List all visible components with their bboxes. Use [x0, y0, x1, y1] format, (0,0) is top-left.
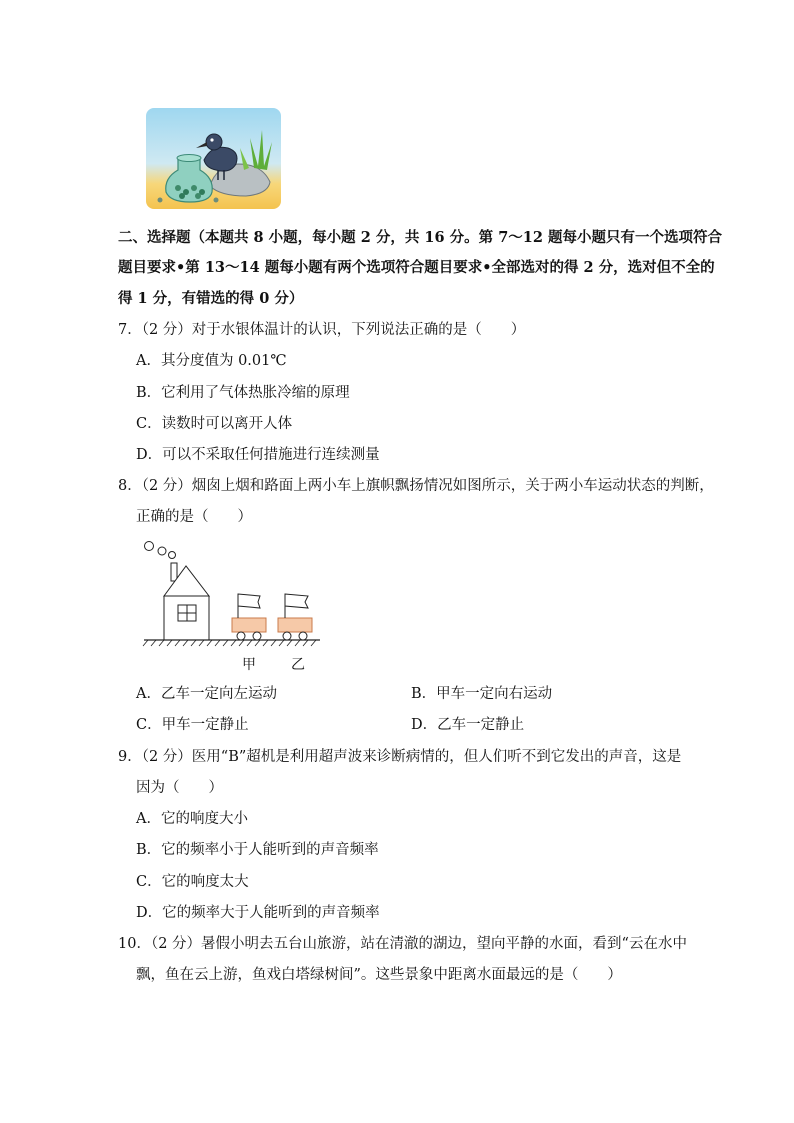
q8-stem-line-1: 8．（2 分）烟囱上烟和路面上两小车上旗帜飘扬情况如图所示，关于两小车运动状态的判断， — [118, 478, 714, 494]
car-b-label: 乙 — [291, 657, 305, 673]
q9-option-d: D．它的频率大于人能听到的声音频率 — [136, 905, 380, 921]
q7-option-b: B．它利用了气体热胀冷缩的原理 — [136, 385, 350, 401]
car-a — [232, 594, 266, 640]
q8-stem-line-2: 正确的是（ ） — [136, 509, 252, 525]
q7-option-d: D．可以不采取任何措施进行连续测量 — [136, 447, 380, 463]
q7-option-a: A．其分度值为 0.01℃ — [136, 353, 287, 369]
section-header-line-1: 二、选择题（本题共 8 小题，每小题 2 分，共 16 分。第 7～12 题每小题只有一个选项符合 — [118, 229, 723, 246]
section-header-line-3: 得 1 分，有错选的得 0 分） — [118, 290, 304, 307]
car-a-label: 甲 — [242, 657, 256, 673]
q9-option-b: B．它的频率小于人能听到的声音频率 — [136, 842, 379, 858]
q8-option-b: B．甲车一定向右运动 — [411, 686, 553, 702]
section-header-line-2: 题目要求•第 13～14 题每小题有两个选项符合题目要求•全部选对的得 2 分，选对但不全的 — [118, 259, 715, 276]
car-b — [278, 594, 312, 640]
q9-stem-line-2: 因为（ ） — [136, 780, 223, 796]
q7-stem: 7．（2 分）对于水银体温计的认识，下列说法正确的是（ ） — [118, 322, 526, 338]
smoke-circle — [158, 547, 166, 555]
q8-option-d: D．乙车一定静止 — [411, 717, 525, 733]
q9-stem-line-1: 9．（2 分）医用“B”超机是利用超声波来诊断病情的，但人们听不到它发出的声音，这是 — [118, 749, 682, 765]
q9-option-c: C．它的响度太大 — [136, 874, 249, 890]
q7-option-c: C．读数时可以离开人体 — [136, 416, 293, 432]
smoke-circle — [169, 552, 176, 559]
q10-stem-line-1: 10．（2 分）暑假小明去五台山旅游，站在清澈的湖边，望向平静的水面，看到“云在水中 — [118, 936, 687, 952]
q8-option-a: A．乙车一定向左运动 — [136, 686, 277, 702]
q10-stem-line-2: 飘，鱼在云上游，鱼戏白塔绿树间”。这些景象中距离水面最远的是（ ） — [136, 967, 622, 983]
q8-figure — [140, 536, 325, 676]
q8-option-c: C．甲车一定静止 — [136, 717, 249, 733]
smoke-circle — [145, 542, 154, 551]
chimney — [171, 563, 177, 581]
crow-bottle-illustration — [146, 108, 281, 209]
q9-option-a: A．它的响度大小 — [136, 811, 248, 827]
